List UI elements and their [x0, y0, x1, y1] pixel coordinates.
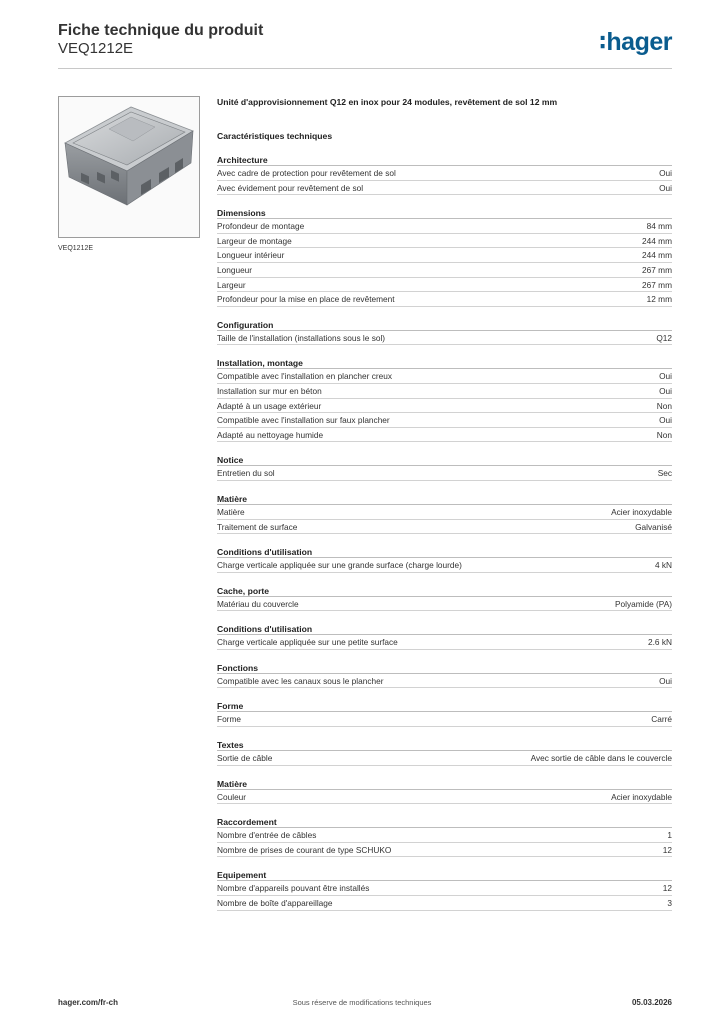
spec-group-title: Raccordement: [217, 816, 672, 828]
spec-value: Acier inoxydable: [611, 791, 672, 802]
spec-value: 2.6 kN: [648, 637, 672, 648]
spec-label: Adapté à un usage extérieur: [217, 400, 322, 411]
spec-group-title: Dimensions: [217, 207, 672, 219]
spec-value: 244 mm: [642, 235, 672, 246]
spec-label: Largeur de montage: [217, 235, 292, 246]
spec-label: Compatible avec les canaux sous le plancher: [217, 675, 384, 686]
spec-label: Sortie de câble: [217, 753, 273, 764]
spec-groups: [217, 154, 672, 911]
spec-row: [217, 166, 672, 181]
spec-row: [217, 597, 672, 612]
spec-label: Nombre de boîte d'appareillage: [217, 898, 333, 909]
spec-row: [217, 181, 672, 196]
spec-value: Avec sortie de câble dans le couvercle: [530, 753, 672, 764]
spec-value: 267 mm: [642, 279, 672, 290]
spec-row: [217, 520, 672, 535]
spec-group-title: Textes: [217, 739, 672, 751]
image-caption: VEQ1212E: [58, 245, 94, 252]
spec-label: Profondeur de montage: [217, 221, 305, 232]
spec-label: Taille de l'installation (installations sous le sol): [217, 332, 386, 343]
spec-row: [217, 828, 672, 843]
product-subtitle: Unité d'approvisionnement Q12 en inox pour 24 modules, revêtement de sol 12 mm: [217, 97, 558, 107]
spec-value: 12: [662, 883, 672, 894]
spec-value: Non: [656, 429, 672, 440]
spec-value: Oui: [659, 371, 672, 382]
spec-value: Oui: [659, 182, 672, 193]
spec-row: [217, 505, 672, 520]
page-title: Fiche technique du produit: [58, 22, 264, 39]
spec-row: [217, 712, 672, 727]
footer-date: 05.03.2026: [631, 998, 672, 1007]
spec-row: [217, 278, 672, 293]
spec-row: [217, 369, 672, 384]
spec-value: Q12: [656, 332, 672, 343]
header-divider: [58, 68, 672, 69]
spec-label: Installation sur mur en béton: [217, 385, 322, 396]
spec-row: [217, 399, 672, 414]
spec-value: Oui: [659, 675, 672, 686]
floor-box-image-icon: [59, 97, 199, 237]
spec-label: Charge verticale appliquée sur une petite surface: [217, 637, 398, 648]
spec-row: [217, 384, 672, 399]
spec-row: [217, 790, 672, 805]
spec-value: 3: [667, 898, 672, 909]
spec-row: [217, 558, 672, 573]
spec-value: Acier inoxydable: [611, 506, 672, 517]
section-title: Caractéristiques techniques: [217, 131, 333, 141]
spec-label: Profondeur pour la mise en place de revêtement: [217, 294, 395, 305]
logo-mark-icon: ∶: [599, 30, 606, 55]
spec-group-title: Matière: [217, 778, 672, 790]
spec-value: Oui: [659, 168, 672, 178]
spec-row: [217, 428, 672, 443]
spec-value: Galvanisé: [635, 521, 672, 532]
spec-label: Avec évidement pour revêtement de sol: [217, 182, 364, 193]
spec-row: [217, 466, 672, 481]
spec-group-title: Cache, porte: [217, 585, 672, 597]
spec-value: Sec: [657, 468, 672, 479]
spec-label: Couleur: [217, 791, 247, 802]
spec-label: Largeur: [217, 279, 246, 290]
spec-group-title: Architecture: [217, 154, 672, 166]
spec-row: [217, 248, 672, 263]
spec-group-title: Forme: [217, 700, 672, 712]
spec-row: [217, 292, 672, 307]
spec-label: Charge verticale appliquée sur une grande surface (charge lourde): [217, 560, 462, 571]
spec-value: 84 mm: [646, 221, 672, 232]
spec-group-title: Fonctions: [217, 662, 672, 674]
spec-value: 1: [667, 830, 672, 841]
spec-value: Carré: [651, 714, 672, 725]
spec-label: Nombre d'appareils pouvant être installés: [217, 883, 370, 894]
spec-group-title: Equipement: [217, 869, 672, 881]
spec-label: Longueur intérieur: [217, 250, 285, 261]
spec-value: 4 kN: [654, 560, 672, 571]
spec-group-title: Notice: [217, 454, 672, 466]
spec-row: [217, 219, 672, 234]
spec-row: [217, 263, 672, 278]
spec-value: Oui: [659, 415, 672, 426]
spec-label: Compatible avec l'installation sur faux plancher: [217, 415, 390, 426]
footer-website-link[interactable]: hager.com/fr-ch: [58, 998, 119, 1007]
spec-row: [217, 413, 672, 428]
spec-group-title: Conditions d'utilisation: [217, 546, 672, 558]
spec-group-title: Matière: [217, 493, 672, 505]
hager-logo[interactable]: [599, 28, 672, 57]
spec-row: [217, 751, 672, 766]
spec-label: Nombre de prises de courant de type SCHUKO: [217, 844, 392, 855]
spec-value: Oui: [659, 385, 672, 396]
spec-row: [217, 896, 672, 911]
spec-value: Polyamide (PA): [614, 598, 672, 609]
footer-disclaimer: Sous réserve de modifications techniques: [292, 998, 432, 1007]
spec-value: 12 mm: [646, 294, 672, 305]
spec-content: [217, 96, 672, 911]
spec-value: 267 mm: [642, 264, 672, 275]
logo-text: hager: [606, 28, 672, 56]
spec-label: Avec cadre de protection pour revêtement de sol: [217, 168, 396, 178]
product-code: VEQ1212E: [58, 40, 134, 57]
spec-group-title: Conditions d'utilisation: [217, 623, 672, 635]
spec-row: [217, 674, 672, 689]
spec-label: Matière: [217, 506, 245, 517]
spec-row: [217, 331, 672, 346]
spec-label: Compatible avec l'installation en plancher creux: [217, 371, 392, 382]
spec-label: Forme: [217, 714, 241, 725]
spec-label: Longueur: [217, 264, 253, 275]
spec-label: Entretien du sol: [217, 468, 275, 479]
spec-value: 12: [662, 844, 672, 855]
spec-row: [217, 635, 672, 650]
product-image: [58, 96, 200, 238]
spec-label: Adapté au nettoyage humide: [217, 429, 324, 440]
spec-row: [217, 881, 672, 896]
spec-row: [217, 234, 672, 249]
spec-label: Matériau du couvercle: [217, 598, 299, 609]
spec-label: Nombre d'entrée de câbles: [217, 830, 317, 841]
spec-group-title: Installation, montage: [217, 357, 672, 369]
spec-value: Non: [656, 400, 672, 411]
spec-value: 244 mm: [642, 250, 672, 261]
spec-label: Traitement de surface: [217, 521, 298, 532]
spec-group-title: Configuration: [217, 319, 672, 331]
spec-row: [217, 843, 672, 858]
